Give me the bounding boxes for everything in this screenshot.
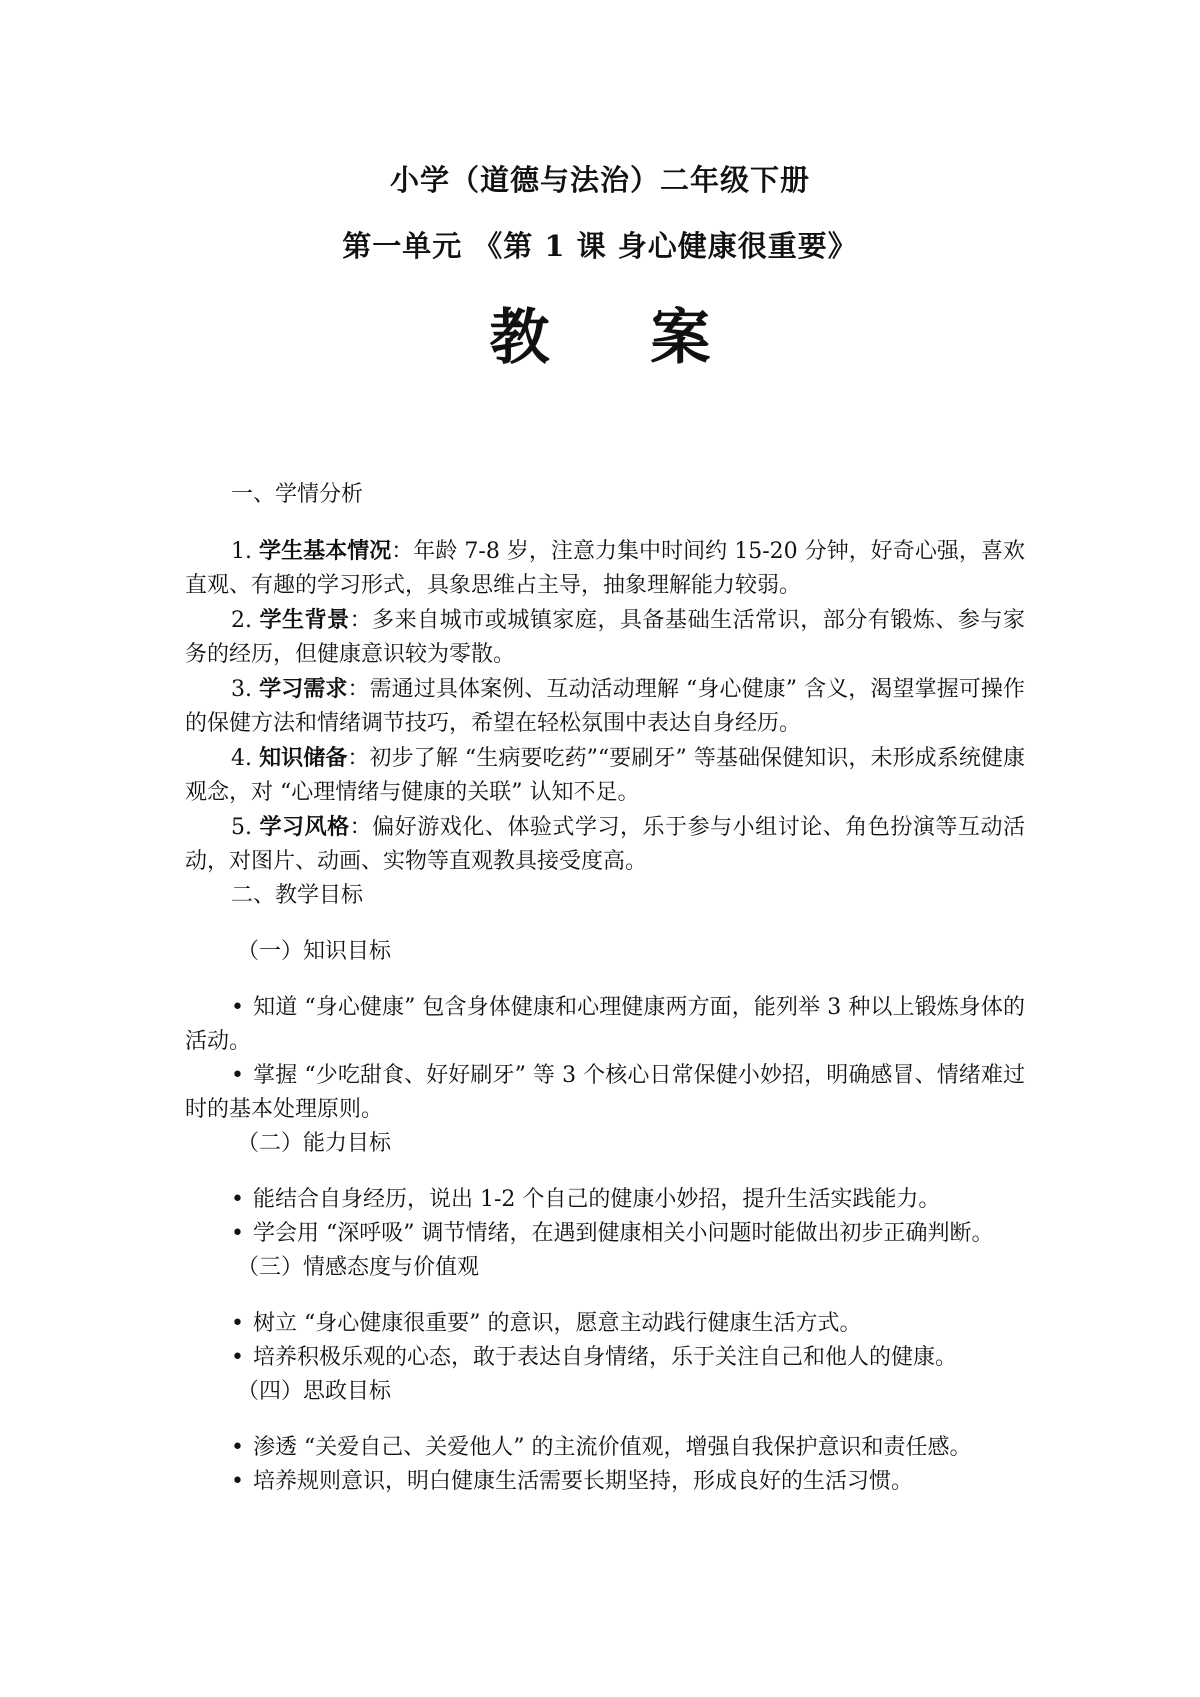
goal-bullet-item: • 培养积极乐观的心态，敢于表达自身情绪，乐于关注自己和他人的健康。 bbox=[185, 1341, 1025, 1375]
subsection-heading-ideological-goals: （四）思政目标 bbox=[237, 1379, 392, 1404]
goal-bullet-item: • 能结合自身经历，说出 1-2 个自己的健康小妙招，提升生活实践能力。 bbox=[185, 1183, 1025, 1217]
bullet-icon: • bbox=[231, 1345, 244, 1370]
lesson-plan-heading: 教 案 bbox=[489, 303, 751, 373]
analysis-item: 1. 学生基本情况：年龄 7-8 岁，注意力集中时间约 15-20 分钟，好奇心强，喜欢直观、有趣的学习形式，具象思维占主导，抽象理解能力较弱。 bbox=[185, 538, 1025, 598]
bullet-icon: • bbox=[231, 1311, 244, 1336]
subsection-heading-ability-goals: （二）能力目标 bbox=[237, 1131, 392, 1156]
analysis-item-label: 学生背景 bbox=[259, 607, 350, 633]
subsection-heading-knowledge-goals: （一）知识目标 bbox=[237, 939, 392, 964]
bullet-icon: • bbox=[231, 995, 244, 1020]
document-subject-title: 小学（道德与法治）二年级下册 bbox=[389, 163, 810, 197]
bullet-icon: • bbox=[231, 1187, 244, 1212]
goal-bullet-item: • 知道 “身心健康” 包含身体健康和心理健康两方面，能列举 3 种以上锻炼身体的活动。 bbox=[185, 991, 1025, 1059]
goal-bullet-item: • 渗透 “关爱自己、关爱他人” 的主流价值观，增强自我保护意识和责任感。 bbox=[185, 1431, 1025, 1465]
goal-bullet-item: • 学会用 “深呼吸” 调节情绪，在遇到健康相关小问题时能做出初步正确判断。 bbox=[185, 1217, 1025, 1251]
goal-bullet-item: • 培养规则意识，明白健康生活需要长期坚持，形成良好的生活习惯。 bbox=[185, 1465, 1025, 1499]
lesson-title: 第一单元 《第 1 课 身心健康很重要》 bbox=[342, 229, 858, 263]
bullet-icon: • bbox=[231, 1435, 244, 1460]
document-body bbox=[185, 478, 1025, 1499]
bullet-icon: • bbox=[231, 1063, 244, 1088]
section-heading-teaching-goals: 二、教学目标 bbox=[231, 883, 364, 908]
analysis-item: 4. 知识储备：初步了解 “生病要吃药”“要刷牙” 等基础保健知识，未形成系统健康观念，对 “心理情绪与健康的关联” 认知不足。 bbox=[185, 745, 1025, 805]
goal-bullet-item: • 掌握 “少吃甜食、好好刷牙” 等 3 个核心日常保健小妙招，明确感冒、情绪难过时的基本处理原则。 bbox=[185, 1059, 1025, 1127]
bullet-icon: • bbox=[231, 1469, 244, 1494]
analysis-item: 5. 学习风格：偏好游戏化、体验式学习，乐于参与小组讨论、角色扮演等互动活动，对图片、动画、实物等直观教具接受度高。 bbox=[185, 814, 1025, 874]
analysis-item: 3. 学习需求：需通过具体案例、互动活动理解 “身心健康” 含义，渴望掌握可操作的保健方法和情绪调节技巧，希望在轻松氛围中表达自身经历。 bbox=[185, 676, 1025, 736]
goal-bullet-item: • 树立 “身心健康很重要” 的意识，愿意主动践行健康生活方式。 bbox=[185, 1307, 1025, 1341]
analysis-item: 2. 学生背景：多来自城市或城镇家庭，具备基础生活常识，部分有锻炼、参与家务的经历，但健康意识较为零散。 bbox=[185, 607, 1025, 667]
section-heading-student-analysis: 一、学情分析 bbox=[231, 482, 364, 507]
analysis-item-label: 学习需求 bbox=[259, 676, 348, 702]
analysis-item-label: 学习风格 bbox=[259, 814, 350, 840]
analysis-item-label: 学生基本情况 bbox=[259, 538, 392, 564]
analysis-item-label: 知识储备 bbox=[259, 745, 348, 771]
subsection-heading-attitude-values: （三）情感态度与价值观 bbox=[237, 1255, 480, 1280]
bullet-icon: • bbox=[231, 1221, 244, 1246]
